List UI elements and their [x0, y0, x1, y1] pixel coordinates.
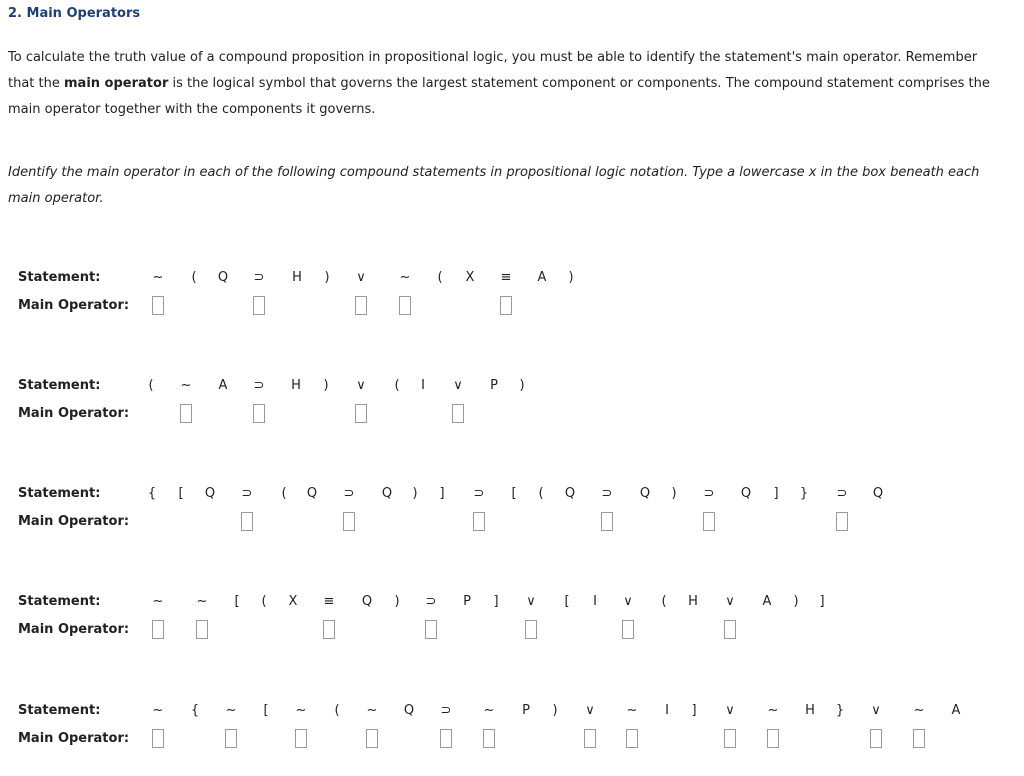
- statement-1-operator-box[interactable]: [399, 296, 411, 315]
- statement-3-operator-box[interactable]: [473, 512, 485, 531]
- main-operator-label: Main Operator:: [18, 298, 130, 313]
- statement-5-token: ): [552, 703, 558, 718]
- statement-4-token: ≡: [323, 594, 335, 609]
- statement-5-token: [: [263, 703, 269, 718]
- statement-5-token: }: [835, 703, 845, 718]
- statement-1-token: ∨: [356, 270, 366, 285]
- statement-3-token: ⊃: [836, 486, 848, 501]
- statement-4-token: A: [762, 594, 772, 609]
- statement-1-token: ~: [152, 270, 164, 285]
- statement-1-operator-box[interactable]: [253, 296, 265, 315]
- statement-1-operator-box[interactable]: [152, 296, 164, 315]
- statement-1-token: Q: [217, 270, 229, 285]
- statement-3-token: ]: [773, 486, 779, 501]
- main-operator-label: Main Operator:: [18, 406, 130, 421]
- statement-1-operator-box[interactable]: [355, 296, 367, 315]
- statement-4-token: [: [564, 594, 570, 609]
- statement-2-token: ): [519, 378, 525, 393]
- main-operator-label: Main Operator:: [18, 622, 130, 637]
- statement-4-operator-box[interactable]: [152, 620, 164, 639]
- statement-2-token: (: [148, 378, 154, 393]
- statement-5-token: ~: [626, 703, 638, 718]
- statement-5-operator-box[interactable]: [225, 729, 237, 748]
- statement-4-token: ∨: [623, 594, 633, 609]
- statement-5-token: ~: [483, 703, 495, 718]
- statement-3-token: [: [511, 486, 517, 501]
- statement-1-token: (: [191, 270, 197, 285]
- statement-3-token: ⊃: [343, 486, 355, 501]
- statement-4-token: P: [463, 594, 471, 609]
- statement-4-operator-box[interactable]: [724, 620, 736, 639]
- statement-1-token: A: [537, 270, 547, 285]
- statement-5-token: (: [334, 703, 340, 718]
- statement-2-token: I: [421, 378, 425, 393]
- statement-2-token: ~: [180, 378, 192, 393]
- statement-3-token: ⊃: [473, 486, 485, 501]
- statement-4-token: (: [261, 594, 267, 609]
- statement-4-token: ]: [819, 594, 825, 609]
- statement-4-token: (: [661, 594, 667, 609]
- statement-4-operator-box[interactable]: [196, 620, 208, 639]
- intro-bold-term: main operator: [64, 76, 169, 91]
- statement-5-operator-box[interactable]: [440, 729, 452, 748]
- statement-3-token: Q: [306, 486, 318, 501]
- statement-3-token: ⊃: [703, 486, 715, 501]
- statement-4-operator-box[interactable]: [323, 620, 335, 639]
- statement-3-token: ⊃: [241, 486, 253, 501]
- statement-3-token: ⊃: [601, 486, 613, 501]
- statement-3-operator-box[interactable]: [836, 512, 848, 531]
- statement-3-token: ): [671, 486, 677, 501]
- statement-4-token: ): [394, 594, 400, 609]
- statement-2-operator-box[interactable]: [253, 404, 265, 423]
- statement-2-token: ): [323, 378, 329, 393]
- statement-label: Statement:: [18, 486, 101, 501]
- statement-5-operator-box[interactable]: [295, 729, 307, 748]
- main-operator-label: Main Operator:: [18, 731, 130, 746]
- statement-3-token: ): [412, 486, 418, 501]
- statement-5-token: ~: [225, 703, 237, 718]
- statement-1-token: ~: [399, 270, 411, 285]
- statement-5-token: ⊃: [440, 703, 452, 718]
- statement-5-token: I: [665, 703, 669, 718]
- statement-3-token: (: [538, 486, 544, 501]
- statement-4-operator-box[interactable]: [525, 620, 537, 639]
- statement-1-token: ≡: [500, 270, 512, 285]
- statement-3-operator-box[interactable]: [703, 512, 715, 531]
- statement-4-token: ⊃: [425, 594, 437, 609]
- statement-5-token: ~: [913, 703, 925, 718]
- statement-4-token: I: [593, 594, 597, 609]
- statement-5-operator-box[interactable]: [152, 729, 164, 748]
- statement-5-token: ∨: [871, 703, 881, 718]
- statement-5-operator-box[interactable]: [483, 729, 495, 748]
- statement-4-token: ∨: [725, 594, 735, 609]
- statement-3-token: {: [147, 486, 157, 501]
- statement-5-operator-box[interactable]: [626, 729, 638, 748]
- statement-3-token: Q: [740, 486, 752, 501]
- statement-5-token: ~: [366, 703, 378, 718]
- statement-3-token: Q: [639, 486, 651, 501]
- intro-paragraph: [8, 45, 998, 123]
- statement-2-token: ∨: [453, 378, 463, 393]
- statement-4-token: [: [234, 594, 240, 609]
- statement-label: Statement:: [18, 270, 101, 285]
- statement-5-token: {: [190, 703, 200, 718]
- section-heading: 2. Main Operators: [8, 6, 141, 21]
- statement-5-token: P: [522, 703, 530, 718]
- statement-label: Statement:: [18, 378, 101, 393]
- statement-4-token: ~: [196, 594, 208, 609]
- statement-2-token: ⊃: [253, 378, 265, 393]
- statement-5-operator-box[interactable]: [724, 729, 736, 748]
- statement-1-token: H: [292, 270, 302, 285]
- statement-3-token: Q: [204, 486, 216, 501]
- statement-4-token: ∨: [526, 594, 536, 609]
- statement-1-token: X: [465, 270, 475, 285]
- statement-5-token: A: [951, 703, 961, 718]
- statement-4-operator-box[interactable]: [425, 620, 437, 639]
- statement-1-token: ): [568, 270, 574, 285]
- statement-2-token: ∨: [356, 378, 366, 393]
- main-operator-label: Main Operator:: [18, 514, 130, 529]
- statement-5-token: ~: [767, 703, 779, 718]
- statement-5-token: ∨: [585, 703, 595, 718]
- statement-2-token: P: [490, 378, 498, 393]
- statement-3-token: ]: [439, 486, 445, 501]
- statement-4-operator-box[interactable]: [622, 620, 634, 639]
- statement-1-token: (: [437, 270, 443, 285]
- statement-3-token: (: [281, 486, 287, 501]
- intro-text-1: To calculate the truth value of a compound proposition in propositional logic, you must be able to identify the statement's main operator. Remember that the: [8, 50, 978, 91]
- statement-4-token: Q: [361, 594, 373, 609]
- statement-2-token: H: [291, 378, 301, 393]
- statement-5-token: ∨: [725, 703, 735, 718]
- statement-5-token: ~: [152, 703, 164, 718]
- statement-3-token: [: [178, 486, 184, 501]
- statement-label: Statement:: [18, 703, 101, 718]
- statement-1-token: ): [324, 270, 330, 285]
- statement-4-token: ): [793, 594, 799, 609]
- statement-5-operator-box[interactable]: [913, 729, 925, 748]
- statement-3-operator-box[interactable]: [601, 512, 613, 531]
- statement-2-operator-box[interactable]: [355, 404, 367, 423]
- statement-4-token: ]: [493, 594, 499, 609]
- intro-text-2: is the logical symbol that governs the largest statement component or components. The compound statement comprises the main operator together with the components it governs.: [8, 76, 990, 117]
- statement-1-token: ⊃: [253, 270, 265, 285]
- statement-5-operator-box[interactable]: [870, 729, 882, 748]
- statement-2-operator-box[interactable]: [180, 404, 192, 423]
- statement-5-token: Q: [403, 703, 415, 718]
- statement-5-token: ]: [691, 703, 697, 718]
- statement-4-token: H: [688, 594, 698, 609]
- statement-3-operator-box[interactable]: [343, 512, 355, 531]
- statement-5-token: ~: [295, 703, 307, 718]
- statement-label: Statement:: [18, 594, 101, 609]
- statement-2-token: (: [394, 378, 400, 393]
- statement-3-token: Q: [872, 486, 884, 501]
- statement-2-operator-box[interactable]: [452, 404, 464, 423]
- statement-2-token: A: [218, 378, 228, 393]
- statement-3-token: }: [799, 486, 809, 501]
- statement-3-token: Q: [564, 486, 576, 501]
- statement-5-token: H: [805, 703, 815, 718]
- statement-4-token: X: [288, 594, 298, 609]
- statement-5-operator-box[interactable]: [366, 729, 378, 748]
- statement-4-token: ~: [152, 594, 164, 609]
- statement-5-operator-box[interactable]: [767, 729, 779, 748]
- statement-3-token: Q: [381, 486, 393, 501]
- statement-1-operator-box[interactable]: [500, 296, 512, 315]
- instruction-paragraph: Identify the main operator in each of the following compound statements in propositional logic notation. Type a lowercase x in the box beneath each main operator.: [8, 165, 980, 206]
- statement-3-operator-box[interactable]: [241, 512, 253, 531]
- statement-5-operator-box[interactable]: [584, 729, 596, 748]
